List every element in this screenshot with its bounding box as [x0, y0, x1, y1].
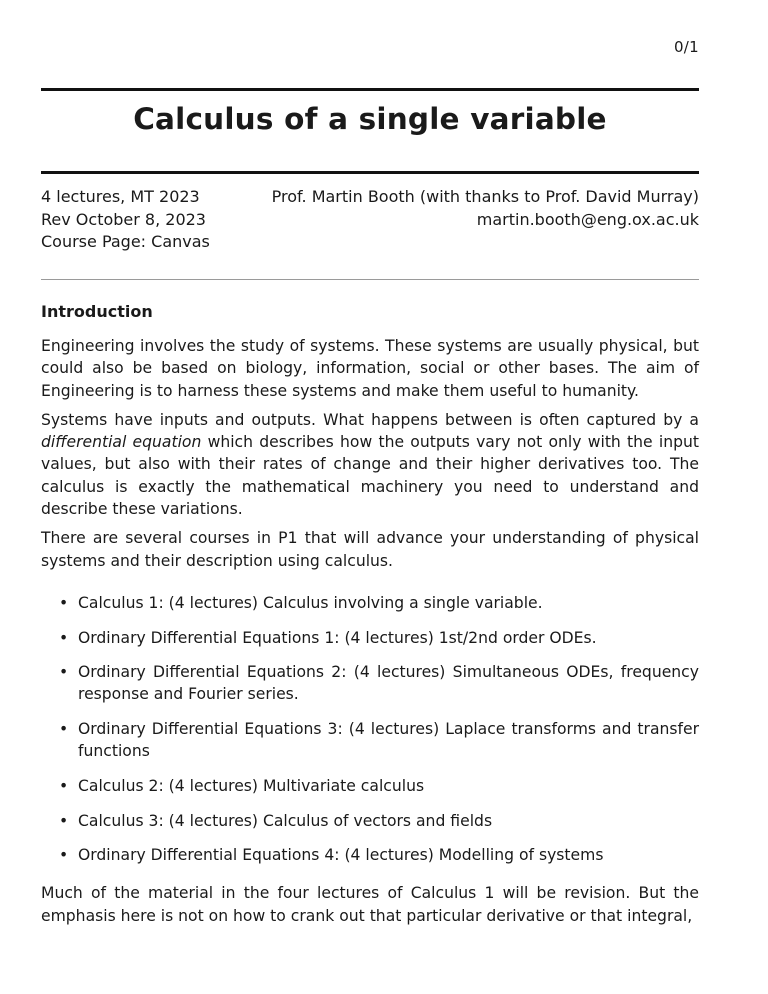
list-item: • Ordinary Differential Equations 3: (4 lectures) Laplace transforms and transfer functions: [59, 720, 699, 761]
bullet-icon: •: [59, 628, 69, 647]
page-number: 0/1: [673, 38, 699, 56]
body-text: [41, 335, 699, 934]
meta-divider: [41, 279, 699, 280]
paragraph: There are several courses in P1 that will advance your understanding of physical systems and their description using calculus.: [41, 529, 699, 570]
bullet-icon: •: [59, 663, 69, 682]
bullet-icon: •: [59, 720, 69, 739]
paragraph: Engineering involves the study of systems. These systems are usually physical, but could also be based on biology, information, social or other bases. The aim of Engineering is to harness these systems and make them useful to humanity.: [41, 337, 699, 400]
bullet-icon: •: [59, 811, 69, 830]
course-list: [41, 592, 699, 866]
list-item: • Calculus 1: (4 lectures) Calculus involving a single variable.: [41, 592, 699, 614]
list-item: • Ordinary Differential Equations 2: (4 lectures) Simultaneous ODEs, frequency response and Fourier series.: [59, 663, 699, 704]
lecture-info: 4 lectures, MT 2023: [41, 187, 200, 206]
list-item: • Calculus 3: (4 lectures) Calculus of vectors and fields: [41, 810, 699, 832]
course-page: Course Page: Canvas: [41, 232, 210, 251]
revision-date: Rev October 8, 2023: [41, 209, 206, 229]
emphasis-term: differential equation: [41, 433, 202, 452]
bullet-icon: •: [59, 776, 69, 795]
title-rule-top: [41, 88, 699, 91]
section-heading: Introduction: [41, 302, 153, 321]
title-rule-bottom: [41, 171, 699, 174]
document-title: Calculus of a single variable: [133, 102, 607, 136]
author-email: martin.booth@eng.ox.ac.uk: [476, 209, 699, 229]
course-meta-right: [272, 186, 699, 231]
list-item: • Calculus 2: (4 lectures) Multivariate calculus: [41, 775, 699, 797]
author-line: Prof. Martin Booth (with thanks to Prof. David Murray): [271, 187, 699, 206]
paragraph: Much of the material in the four lectures of Calculus 1 will be revision. But the emphasis here is not on how to crank out that particular derivative or that integral,: [41, 884, 699, 925]
paragraph: Systems have inputs and outputs. What happens between is often captured by a differential equation which describes how the outputs vary not only with the input values, but also with their rates of change and their higher derivatives too. The calculus is exactly the mathematical machinery you need to understand and describe these variations.: [41, 410, 699, 519]
course-meta-left: [41, 186, 210, 254]
bullet-icon: •: [59, 846, 69, 865]
bullet-icon: •: [59, 593, 69, 612]
list-item: • Ordinary Differential Equations 1: (4 lectures) 1st/2nd order ODEs.: [41, 627, 699, 649]
list-item: • Ordinary Differential Equations 4: (4 lectures) Modelling of systems: [41, 844, 699, 866]
